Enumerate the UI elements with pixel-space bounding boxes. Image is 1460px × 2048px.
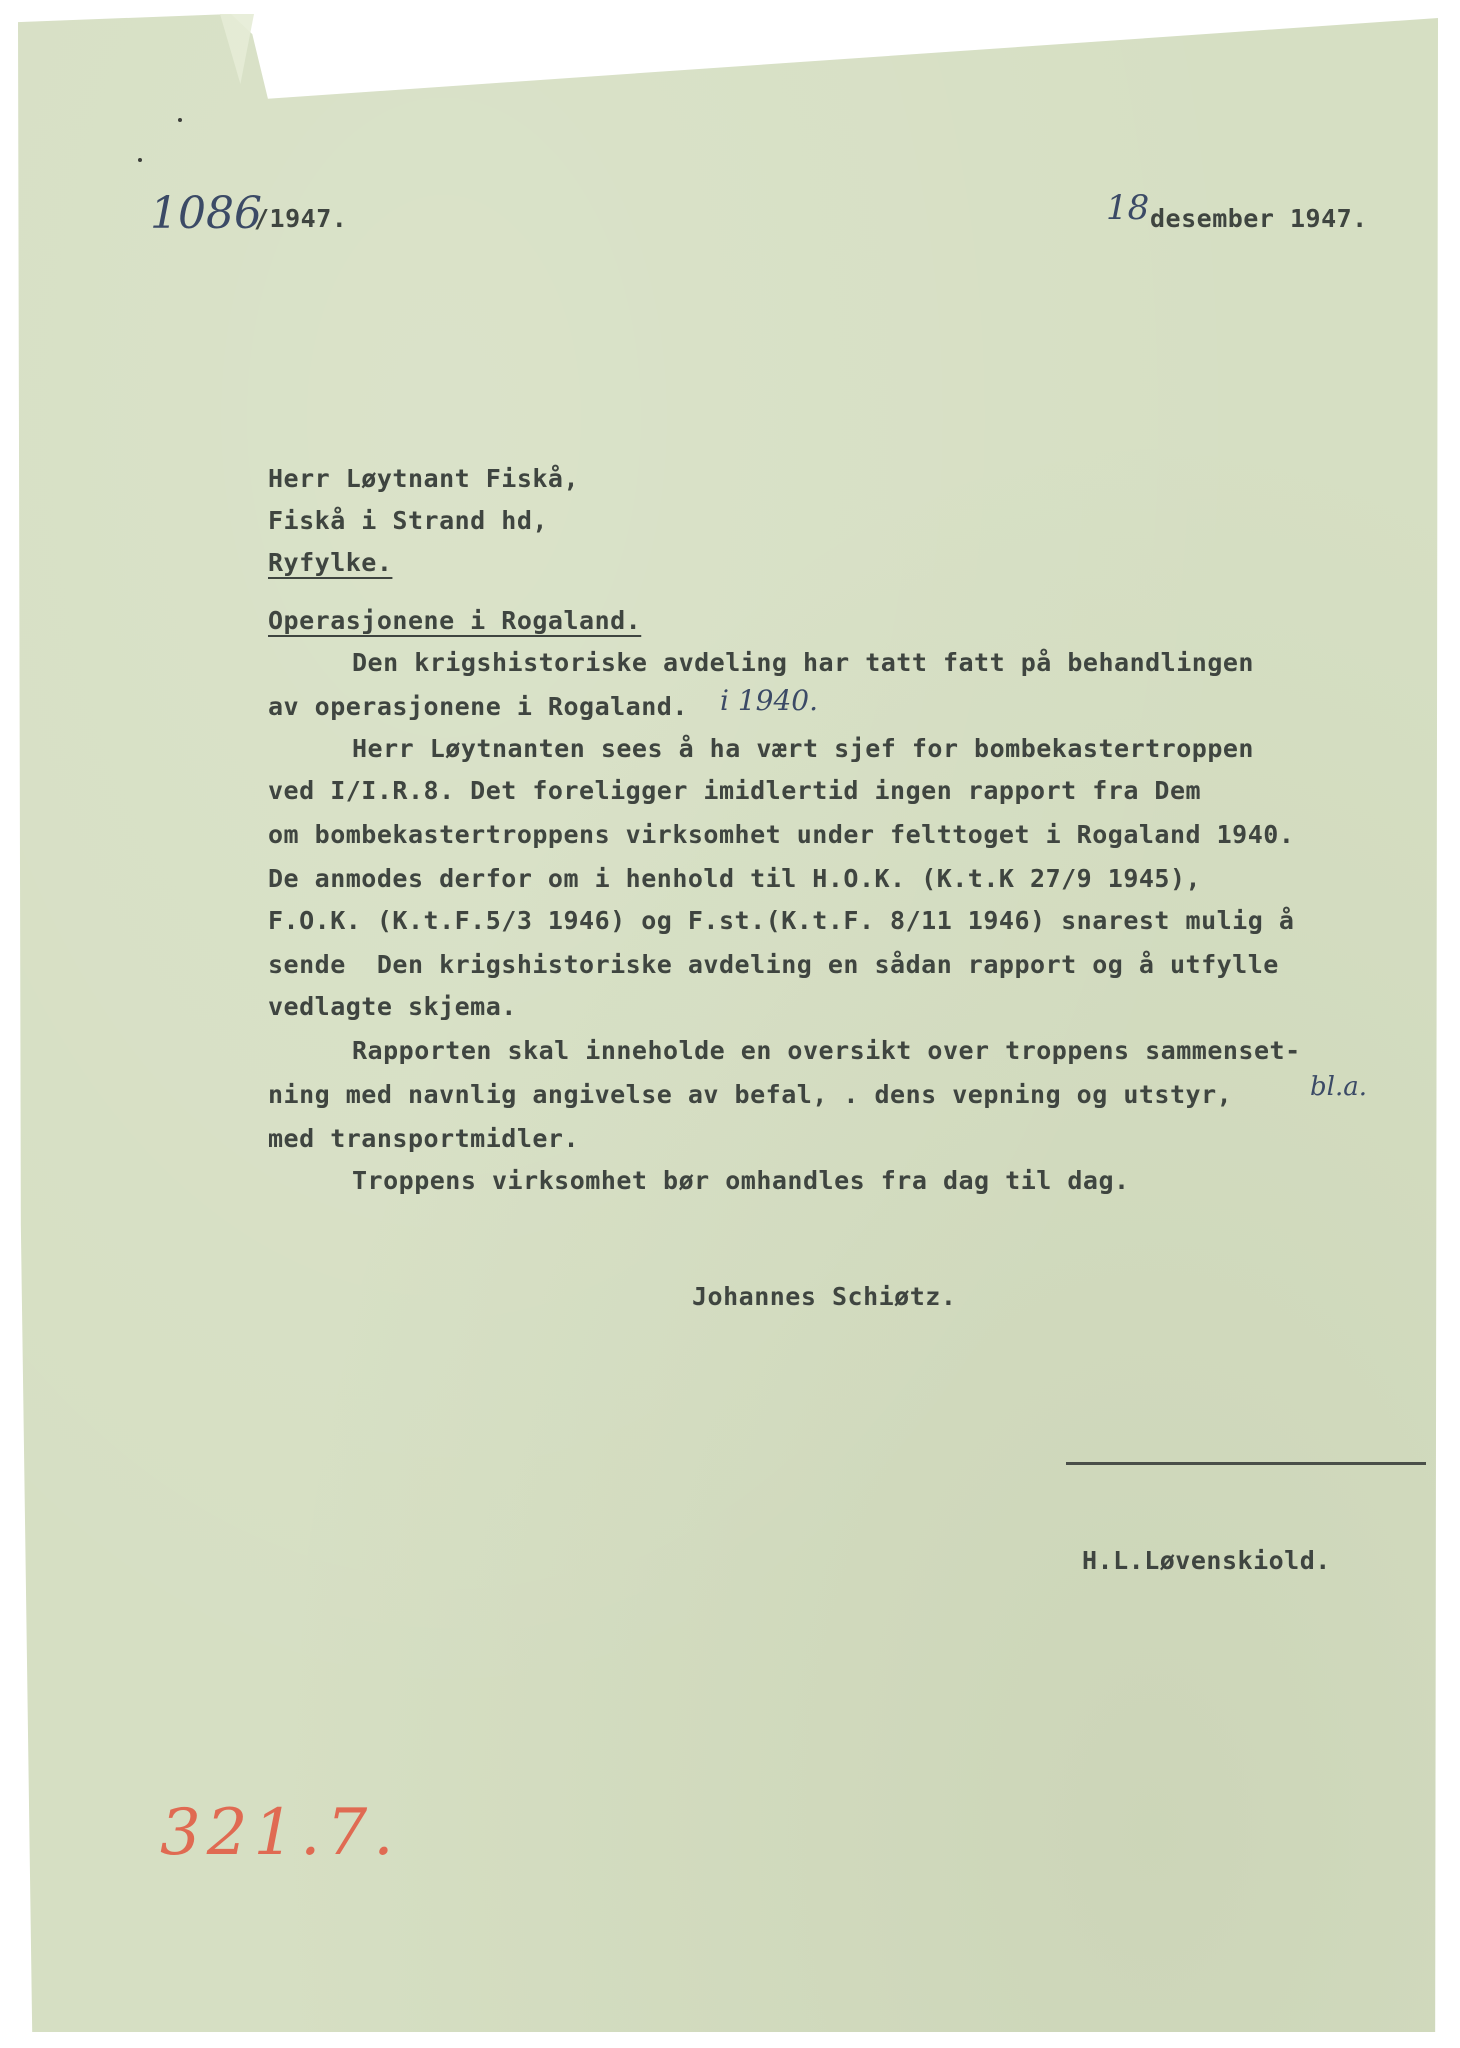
- body-line-5: om bombekastertroppens virksomhet under felttoget i Rogaland 1940.: [268, 820, 1295, 849]
- handwritten-insert-year: i 1940.: [720, 684, 819, 717]
- document-paper: [18, 14, 1438, 2032]
- body-line-2: av operasjonene i Rogaland.: [268, 692, 688, 721]
- reference-year: /1947.: [254, 204, 348, 233]
- recipient-line-2: Fiskå i Strand hd,: [268, 506, 548, 535]
- letter-date: desember 1947.: [1150, 204, 1368, 233]
- signature-secondary: H.L.Løvenskiold.: [1082, 1546, 1331, 1575]
- body-line-9: vedlagte skjema.: [268, 992, 517, 1021]
- body-line-13: Troppens virksomhet bør omhandles fra dag til dag.: [352, 1166, 1130, 1195]
- signature-rule: [1066, 1462, 1426, 1465]
- body-line-1: Den krigshistoriske avdeling har tatt fatt på behandlingen: [352, 648, 1254, 677]
- body-line-7: F.O.K. (K.t.F.5/3 1946) og F.st.(K.t.F. 8/11 1946) snarest mulig å: [268, 906, 1295, 935]
- body-line-8: sende Den krigshistoriske avdeling en sådan rapport og å utfylle: [268, 950, 1279, 979]
- body-line-4: ved I/I.R.8. Det foreligger imidlertid ingen rapport fra Dem: [268, 776, 1202, 805]
- date-day-handwritten: 18: [1106, 188, 1150, 228]
- recipient-line-1: Herr Løytnant Fiskå,: [268, 464, 580, 493]
- body-line-11: ning med navnlig angivelse av befal, . dens vepning og utstyr,: [268, 1080, 1233, 1109]
- reference-number-handwritten: 1086: [150, 188, 262, 239]
- subject-line: Operasjonene i Rogaland.: [268, 606, 642, 635]
- archive-mark-red: 321.7.: [160, 1796, 400, 1870]
- body-line-12: med transportmidler.: [268, 1124, 580, 1153]
- ink-speck: [138, 158, 142, 162]
- body-line-3: Herr Løytnanten sees å ha vært sjef for bombekastertroppen: [352, 734, 1254, 763]
- body-line-6: De anmodes derfor om i henhold til H.O.K. (K.t.K 27/9 1945),: [268, 864, 1202, 893]
- recipient-line-3: Ryfylke.: [268, 548, 393, 577]
- signature-primary: Johannes Schiøtz.: [692, 1282, 957, 1311]
- handwritten-insert-ua: bl.a.: [1310, 1072, 1367, 1102]
- ink-speck: [178, 118, 182, 122]
- body-line-10: Rapporten skal inneholde en oversikt over troppens sammenset-: [352, 1036, 1301, 1065]
